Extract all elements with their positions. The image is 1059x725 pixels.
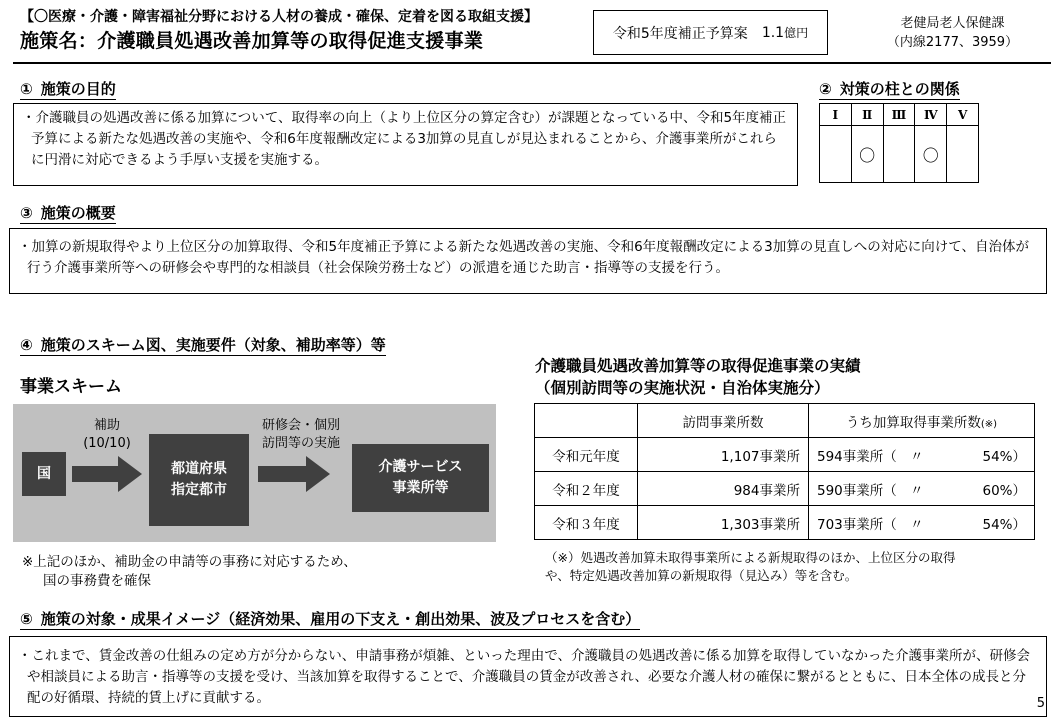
node-care-provider — [352, 444, 489, 512]
results-note-line2: や、特定処遇改善加算の新規取得（見込み）等を含む。 — [545, 568, 858, 583]
arrow1-label — [72, 417, 142, 453]
node-care-provider-line1: 介護サービス — [378, 459, 463, 475]
results-title — [535, 355, 861, 399]
results-title-line2: （個別訪問等の実施状況・自治体実施分） — [535, 379, 830, 397]
department-name: 老健局老人保健課 — [900, 16, 1005, 31]
row-ditto: 〃 — [910, 482, 924, 499]
section4-number: ④ — [20, 336, 33, 354]
row-year: 令和３年度 — [535, 506, 638, 540]
pillar-col-2: Ⅱ — [851, 104, 883, 126]
budget-amount: 1.1 — [761, 24, 785, 41]
section5-title: 施策の対象・成果イメージ（経済効果、雇用の下支え・創出効果、波及プロセスを含む） — [40, 610, 641, 628]
row-ratio: 54%） — [982, 516, 1026, 533]
node-prefecture-line1: 都道府県 — [171, 461, 227, 477]
section1-title: 施策の目的 — [40, 80, 116, 98]
section5-text: ・これまで、賃金改善の仕組みの定め方が分からない、申請事務が煩雑、といった理由で、介護職員の処遇改善に係る加算を取得していなかった介護事業所が、研修会や相談員による助言・指導等の支援を受け、当該加算を取得することで、介護職員の賃金が改善され、必要な介護人材の確保に繋がるとともに、日本全体の成長と分配の好循環、持続的賃上げに貢献する。 — [18, 648, 1030, 706]
pillar-table — [819, 103, 979, 183]
pillar-mark-1 — [820, 126, 852, 183]
header-subtitle: 【〇医療・介護・障害福祉分野における人材の養成・確保、定着を図る取組支援】 — [20, 9, 538, 25]
row-ratio: 60%） — [982, 482, 1026, 499]
row-ditto: 〃 — [910, 516, 924, 533]
row-visits: 1,107事業所 — [638, 438, 809, 472]
arrow2-icon — [258, 456, 330, 492]
table-row — [535, 438, 1035, 472]
results-table — [534, 403, 1035, 540]
pillar-mark-2: 〇 — [851, 126, 883, 183]
row-visits: 1,303事業所 — [638, 506, 809, 540]
results-title-line1: 介護職員処遇改善加算等の取得促進事業の実績 — [535, 357, 861, 375]
row-acquired — [809, 506, 1035, 540]
node-prefecture — [149, 434, 249, 526]
table-header-visits: 訪問事業所数 — [638, 404, 809, 438]
arrow2-line1: 研修会・個別 — [261, 418, 340, 433]
page-number: 5 — [1036, 696, 1045, 711]
row-acquired — [809, 472, 1035, 506]
section5-heading — [20, 608, 640, 629]
row-acquired-count: 594事業所（ — [817, 448, 897, 465]
arrow1-icon — [72, 456, 142, 492]
row-year: 令和元年度 — [535, 438, 638, 472]
section3-box — [9, 228, 1047, 294]
section2-title: 対策の柱との関係 — [839, 80, 960, 98]
section4-title: 施策のスキーム図、実施要件（対象、補助率等）等 — [40, 336, 386, 354]
table-row — [535, 472, 1035, 506]
budget-box — [593, 10, 828, 55]
department-info — [860, 14, 1045, 52]
row-visits: 984事業所 — [638, 472, 809, 506]
table-header-acquired — [809, 404, 1035, 438]
pillar-col-1: Ⅰ — [820, 104, 852, 126]
section3-heading — [20, 202, 116, 223]
section3-title: 施策の概要 — [40, 204, 116, 222]
results-note — [545, 549, 1045, 585]
page-title: 施策名：介護職員処遇改善加算等の取得促進支援事業 — [20, 30, 484, 52]
table-row — [535, 506, 1035, 540]
section2-heading — [819, 78, 960, 99]
section5-number: ⑤ — [20, 610, 33, 628]
pillar-mark-5 — [947, 126, 979, 183]
row-ratio: 54%） — [982, 448, 1026, 465]
scheme-title: 事業スキーム — [20, 377, 122, 397]
section1-text: ・介護職員の処遇改善に係る加算について、取得率の向上（より上位区分の算定含む）が課題となっている中、令和5年度補正予算による新たな処遇改善の実施や、令和6年度報酬改定による3加算の見直しが見込まれることから、介護事業所がこれらに円滑に対応できるよう手厚い支援を実施する。 — [22, 110, 787, 168]
pillar-col-4: Ⅳ — [915, 104, 947, 126]
pillar-mark-3 — [883, 126, 915, 183]
row-ditto: 〃 — [910, 448, 924, 465]
section1-box — [13, 103, 798, 186]
section2-number: ② — [819, 80, 832, 98]
scheme-note-line1: ※上記のほか、補助金の申請等の事務に対応するため、 — [22, 554, 357, 570]
node-prefecture-line2: 指定都市 — [171, 482, 227, 498]
pillar-mark-4: 〇 — [915, 126, 947, 183]
row-acquired-count: 590事業所（ — [817, 482, 897, 499]
section1-heading — [20, 78, 116, 99]
table-header-acquired-text: うち加算取得事業所数 — [845, 414, 981, 431]
section1-number: ① — [20, 80, 33, 98]
budget-unit: 億円 — [784, 26, 809, 40]
row-acquired — [809, 438, 1035, 472]
section3-number: ③ — [20, 204, 33, 222]
department-extension: （内線2177、3959） — [886, 35, 1019, 50]
section5-box — [9, 636, 1047, 717]
arrow1-rate: (10/10) — [83, 436, 131, 451]
scheme-note — [22, 553, 357, 591]
arrow2-line2: 訪問等の実施 — [261, 436, 340, 451]
section4-heading — [20, 334, 386, 355]
node-country: 国 — [22, 452, 66, 496]
row-year: 令和２年度 — [535, 472, 638, 506]
node-care-provider-line2: 事業所等 — [392, 480, 449, 496]
pillar-col-5: Ⅴ — [947, 104, 979, 126]
budget-label: 令和5年度補正予算案 — [612, 25, 748, 42]
header-divider — [13, 62, 1051, 64]
table-header-empty — [535, 404, 638, 438]
pillar-col-3: Ⅲ — [883, 104, 915, 126]
table-header-row — [535, 404, 1035, 438]
arrow1-text: 補助 — [93, 418, 120, 433]
row-acquired-count: 703事業所（ — [817, 516, 897, 533]
table-header-note-mark: (※) — [980, 418, 998, 430]
section3-text: ・加算の新規取得やより上位区分の加算取得、令和5年度補正予算による新たな処遇改善の実施、令和6年度報酬改定による3加算の見直しへの対応に向けて、自治体が行う介護事業所等への研修会や専門的な相談員（社会保険労務士など）の派遣を通じた助言・指導等の支援を行う。 — [18, 239, 1029, 276]
arrow2-label — [249, 417, 353, 453]
scheme-note-line2: 国の事務費を確保 — [43, 573, 151, 589]
results-note-line1: （※）処遇改善加算未取得事業所による新規取得のほか、上位区分の取得 — [545, 550, 956, 565]
